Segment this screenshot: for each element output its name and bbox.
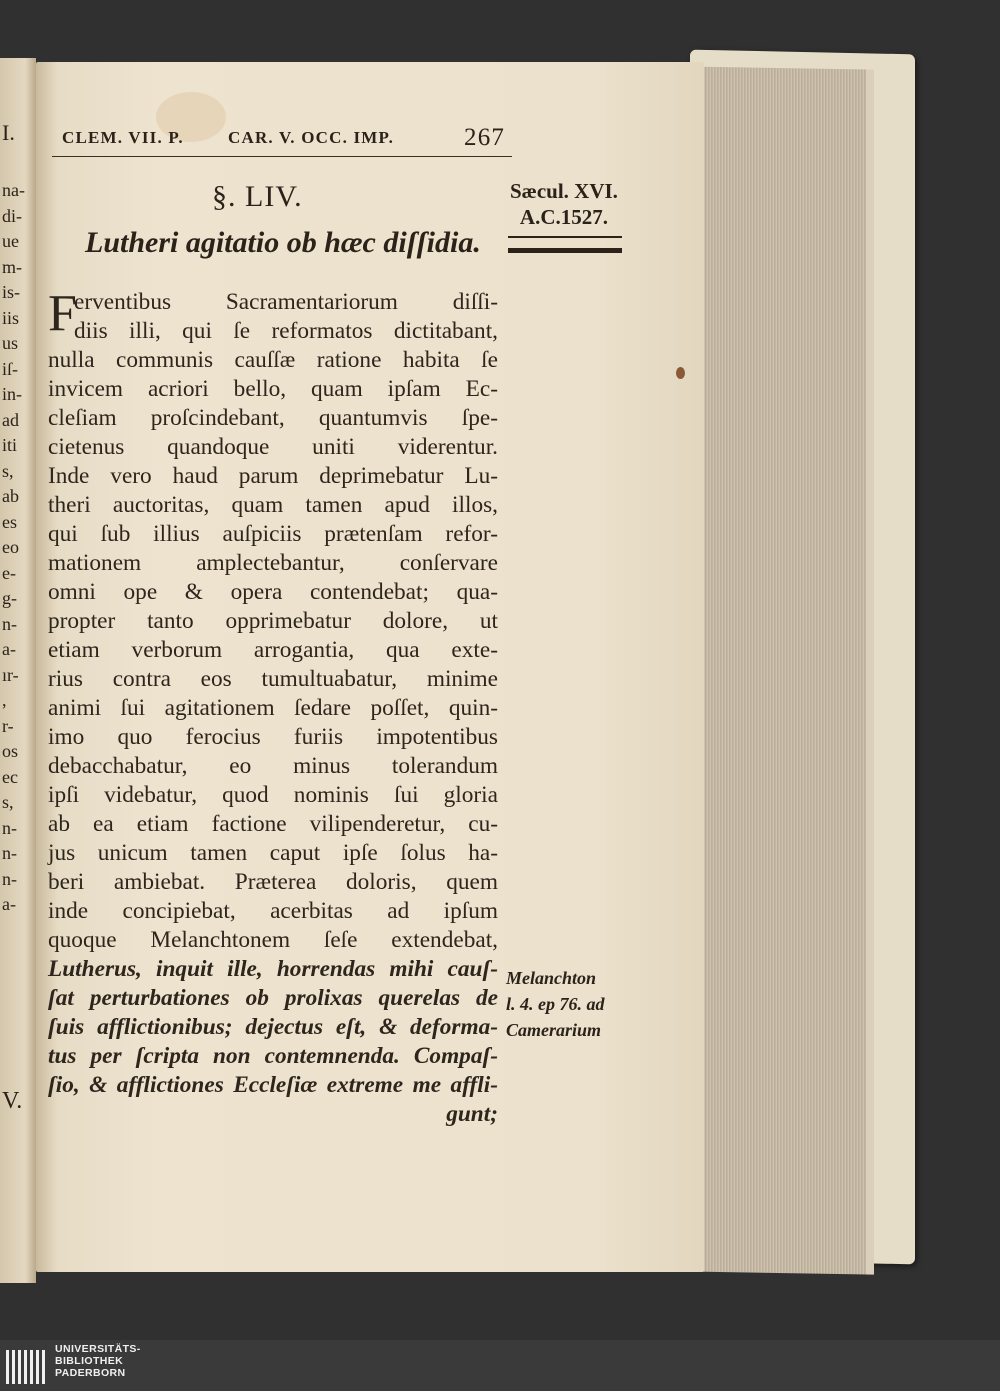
left-page-fragment: na-	[2, 180, 25, 200]
header-rule	[52, 156, 512, 157]
body-line: debacchabatur, eo minus tolerandum	[48, 753, 498, 779]
body-line: theri auctoritas, quam tamen apud illos,	[48, 492, 498, 518]
left-page-fragment: di-	[2, 205, 22, 226]
left-page-fragment: es	[2, 511, 17, 532]
left-page-fragment: n-	[2, 613, 17, 634]
left-page-fragment: a-	[2, 894, 16, 914]
body-line: ab ea etiam factione vilipenderetur, cu-	[48, 811, 498, 837]
left-page-fragment: s,	[2, 460, 14, 481]
left-page-fragment: ,	[2, 690, 7, 710]
body-line: mationem amplectebantur, conſervare	[48, 550, 498, 576]
left-page-fragment: n-	[2, 868, 17, 889]
section-number: §. LIV.	[212, 180, 303, 213]
left-page-fragment: ec	[2, 766, 18, 787]
body-line: Inde vero haud parum deprimebatur Lu-	[48, 463, 498, 489]
body-line: propter tanto opprimebatur dolore, ut	[48, 608, 498, 634]
library-name-line2: BIBLIOTHEK	[55, 1355, 124, 1367]
body-line: jus unicum tamen caput ipſe ſolus ha-	[48, 840, 498, 866]
body-line: qui ſub illius auſpiciis prætenſam refor-	[48, 521, 498, 547]
margin-note	[506, 965, 605, 1043]
left-page-fragment: ue	[2, 231, 19, 251]
body-line: cleſiam proſcindebant, quantumvis ſpe-	[48, 405, 498, 431]
body-line: inde concipiebat, acerbitas ad ipſum	[48, 898, 498, 924]
page-number: 267	[464, 124, 506, 151]
margin-note-line3: Camerarium	[506, 1020, 602, 1040]
left-page-fragment: g-	[2, 588, 17, 608]
body-line: etiam verborum arrogantia, qua exte-	[48, 637, 498, 663]
body-line: rius contra eos tumultuabatur, minime	[48, 666, 498, 692]
body-line: omni ope & opera contendebat; qua-	[48, 579, 498, 605]
body-line: nulla communis cauſſæ ratione habita ſe	[48, 347, 498, 373]
body-line: cietenus quandoque uniti viderentur.	[48, 434, 498, 460]
body-line: quoque Melanchtonem ſeſe extendebat,	[48, 927, 498, 953]
body-line: ſio, & afflictiones Eccleſiæ extreme me affli-	[48, 1072, 498, 1098]
margin-note-line2: l. 4. ep 76. ad	[506, 994, 605, 1014]
body-line: tus per ſcripta non contemnenda. Compaſ-	[48, 1043, 498, 1069]
body-line: Lutherus, inquit ille, horrendas mihi cauſ-	[48, 956, 498, 982]
left-page-fragment: r-	[2, 715, 14, 736]
left-page-fragments	[2, 178, 34, 918]
left-page-fragment: in-	[2, 384, 22, 404]
library-logo-icon	[6, 1348, 46, 1386]
body-line: ſat perturbationes ob prolixas querelas de	[48, 985, 498, 1011]
left-page-fragment: a-	[2, 639, 16, 659]
left-page-fragment: iti	[2, 435, 18, 455]
body-line: beri ambiebat. Præterea doloris, quem	[48, 869, 498, 895]
left-page-bottom-mark: V.	[2, 1088, 23, 1114]
body-text	[48, 285, 498, 1129]
library-name-line1: UNIVERSITÄTS-	[55, 1343, 141, 1355]
left-page-mark: I.	[2, 120, 15, 145]
body-line: erventibus Sacramentariorum diſſi-	[74, 289, 498, 315]
left-page-fragment: m-	[2, 256, 22, 277]
body-line: ſuis afflictionibus; dejectus eſt, & deforma-	[48, 1014, 498, 1040]
page-edges	[690, 66, 868, 1274]
running-head-center: CAR. V. OCC. IMP.	[228, 128, 395, 147]
running-head-left: CLEM. VII. P.	[62, 128, 184, 147]
paper-spot	[676, 367, 685, 379]
left-page-fragment: ır-	[2, 664, 19, 685]
left-page-fragment: s,	[2, 792, 14, 812]
section-title: Lutheri agitatio ob hæc diſſidia.	[85, 226, 481, 259]
body-line: imo quo ferocius furiis impotentibus	[48, 724, 498, 750]
side-note-rule	[508, 236, 622, 253]
margin-note-line1: Melanchton	[506, 968, 597, 988]
left-page-fragment: e-	[2, 562, 16, 583]
left-page-fragment: ad	[2, 409, 19, 430]
library-name-line3: PADERBORN	[55, 1367, 126, 1379]
body-line: diis illi, qui ſe reformatos dictitabant,	[74, 318, 498, 344]
drop-cap: F	[48, 285, 77, 342]
side-note-year-line1: Sæcul. XVI.	[510, 179, 618, 203]
left-page-edge	[0, 58, 36, 1283]
left-page-fragment: n-	[2, 843, 17, 863]
left-page-fragment: ab	[2, 486, 19, 506]
left-page-fragment: us	[2, 333, 19, 353]
library-name	[55, 1343, 141, 1379]
left-page-fragment: os	[2, 741, 19, 761]
side-note-year-line2: A.C.1527.	[519, 205, 609, 229]
footer-bar	[0, 1340, 1000, 1391]
body-line: invicem acriori bello, quam ipſam Ec-	[48, 376, 498, 402]
left-page-fragment: iis	[2, 307, 20, 328]
body-line: ipſi videbatur, quod nominis ſui gloria	[48, 782, 498, 808]
body-line: gunt;	[446, 1101, 498, 1127]
body-line: animi ſui agitationem ſedare poſſet, quin-	[48, 695, 498, 721]
left-page-fragment: iſ-	[2, 358, 18, 379]
side-note-year	[510, 178, 618, 230]
left-page-fragment: eo	[2, 537, 19, 557]
left-page-fragment: n-	[2, 817, 17, 838]
left-page-fragment: is-	[2, 282, 20, 302]
